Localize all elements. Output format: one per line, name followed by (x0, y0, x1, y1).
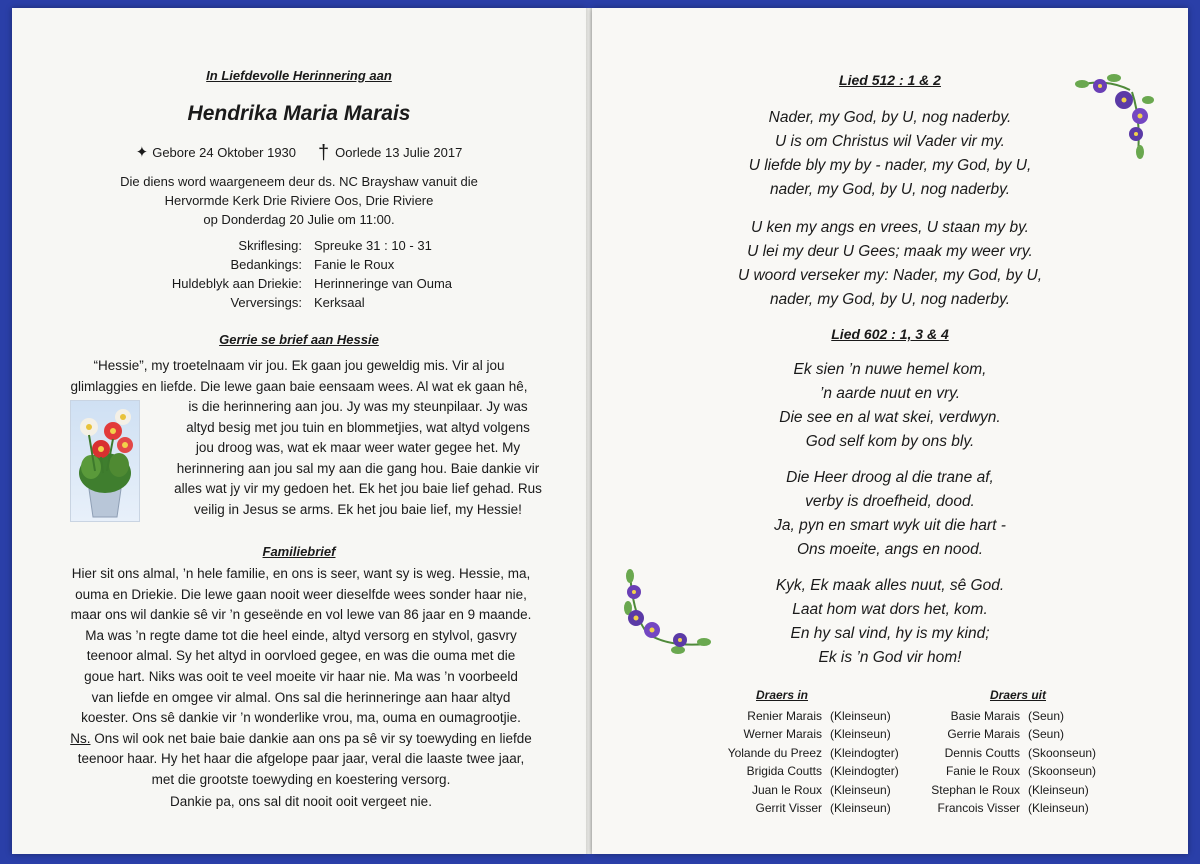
bearer-row (908, 781, 1128, 800)
bearer-name: Gerrit Visser (755, 801, 822, 815)
died-date: Oorlede 13 Julie 2017 (335, 145, 463, 160)
right-page (592, 8, 1188, 854)
letter-line: teenoor haar. Hy het haar die afgelope paar jaar, veral die laaste twee jaar, (77, 751, 525, 767)
letter-line: is die herinnering aan jou. Jy was my steunpilaar. Jy was (188, 399, 528, 414)
bearer-name: Brigida Coutts (746, 764, 822, 778)
bearer-relation: (Kleinseun) (1028, 782, 1089, 797)
gerrie-letter-body (148, 397, 568, 521)
verse-line: U woord verseker my: Nader, my God, by U, (737, 267, 1043, 284)
verse-line: Nader, my God, by U, nog naderby. (768, 109, 1012, 126)
bearer-row (652, 725, 912, 744)
cross-icon: † (318, 142, 330, 164)
bearer-relation: (Kleinseun) (830, 708, 891, 723)
letter-line: jou droog was, wat ek maar weer water gegee het. My (195, 440, 521, 456)
deceased-name: Hendrika Maria Marais (187, 102, 411, 125)
letter-line: herinnering aan jou sal my aan die gang hou. Baie dankie vir (176, 460, 540, 476)
bearer-name: Juan le Roux (751, 782, 822, 797)
service-line: op Donderdag 20 Julie om 11:00. (203, 212, 395, 227)
bearer-row (652, 799, 912, 818)
verse-line: Laat hom wat dors het, kom. (792, 601, 988, 618)
verse-line: nader, my God, by U, nog naderby. (769, 291, 1011, 308)
bearer-row (652, 744, 912, 763)
hymn-verse (592, 216, 1188, 312)
verse-line: Kyk, Ek maak alles nuut, sê God. (775, 577, 1005, 594)
hymn-512-title: Lied 512 : 1 & 2 (839, 72, 941, 88)
memory-title: In Liefdevolle Herinnering aan (206, 68, 392, 83)
bearer-name: Werner Marais (743, 727, 822, 741)
bearer-relation: (Seun) (1028, 727, 1065, 741)
service-line: Die diens word waargeneem deur ds. NC Brayshaw vanuit die (120, 174, 478, 189)
bearer-relation: (Seun) (1028, 708, 1065, 723)
bearer-row (908, 762, 1128, 781)
verse-line: U lei my deur U Gees; maak my weer vry. (747, 243, 1033, 260)
letter-text: Ons wil ook net baie baie dankie aan ons pa sê vir sy toewyding en liefde (90, 730, 532, 746)
gerrie-letter-intro (32, 356, 566, 397)
bearer-name: Stephan le Roux (931, 782, 1020, 797)
program-value: Kerksaal (314, 295, 365, 310)
family-letter-title: Familiebrief (262, 544, 336, 559)
letter-line: Ma was ’n regte dame tot die heel einde, altyd versorg en stylvol, gasvry (85, 627, 517, 643)
program-row (132, 293, 452, 312)
hymn-verse (592, 466, 1188, 562)
letter-line: “Hessie”, my troetelnaam vir jou. Ek gaan jou geweldig mis. Vir al jou (93, 358, 505, 373)
program-label: Bedankings: (230, 257, 302, 272)
letter-line: van liefde en omgee vir almal. Ons sal die herinneringe aan haar altyd (91, 689, 511, 705)
born-date: Gebore 24 Oktober 1930 (152, 145, 297, 160)
bearers-in-list (652, 686, 912, 818)
ns-abbrev: Ns. (70, 730, 91, 746)
verse-line: U is om Christus wil Vader vir my. (775, 133, 1005, 150)
bearer-name: Fanie le Roux (945, 764, 1020, 778)
bearer-row (652, 707, 912, 726)
life-dates (12, 140, 586, 163)
bearers-out-list (908, 686, 1128, 818)
letter-line: glimlaggies en liefde. Die lewe gaan baie eensaam wees. Al wat ek gaan hê, (70, 378, 528, 394)
letter-line (34, 729, 568, 750)
program-value: Fanie le Roux (314, 257, 395, 272)
bearer-relation: (Skoonseun) (1028, 745, 1097, 760)
flowerpot-image (70, 400, 140, 522)
letter-line: goue hart. Niks was ooit te veel moeite vir haar nie. Ma was ’n voorbeeld (84, 668, 518, 684)
service-details (12, 172, 586, 229)
program-row (132, 274, 452, 293)
flowerpot-icon (71, 401, 139, 521)
verse-line: God self kom by ons bly. (805, 433, 975, 450)
program-label: Verversings: (230, 295, 302, 310)
letter-line: teenoor almal. Sy het altyd in oorvloed gegee, en was die ouma met die (86, 648, 516, 664)
verse-line: Die Heer droog al die trane af, (786, 469, 994, 486)
letter-line: Hier sit ons almal, ’n hele familie, en ons is seer, want sy is weg. Hessie, ma, (71, 566, 531, 581)
program-value: Spreuke 31 : 10 - 31 (314, 238, 432, 253)
letter-line: alles wat jy vir my gedoen het. Ek het jou baie lief gehad. Rus (174, 481, 542, 497)
left-page (12, 8, 586, 854)
program-row (132, 255, 452, 274)
bearer-relation: (Kleindogter) (830, 745, 899, 760)
verse-line: Ons moeite, angs en nood. (796, 541, 984, 558)
bearer-relation: (Kleinseun) (830, 782, 891, 797)
bearer-relation: (Kleinseun) (830, 801, 891, 815)
bearer-relation: (Kleindogter) (830, 764, 899, 778)
verse-line: verby is droefheid, dood. (805, 493, 975, 510)
verse-line: U ken my angs en vrees, U staan my by. (751, 219, 1029, 236)
letter-line: koester. Ons sê dankie vir ’n wonderlike vrou, ma, ouma en oumagrootjie. (81, 710, 521, 726)
bearer-name: Dennis Coutts (944, 745, 1020, 760)
letter-line: altyd besig met jou tuin en blommetjies, wat altyd volgens (186, 419, 530, 435)
letter-line: veilig in Jesus se arms. Ek het jou baie lief, my Hessie! (194, 501, 522, 517)
bearer-name: Renier Marais (747, 708, 822, 723)
letter-line: ouma en Driekie. Die lewe gaan nooit weer dieselfde wees sonder haar nie, (75, 586, 527, 602)
violet-flowers-icon (618, 568, 712, 658)
program-label: Huldeblyk aan Driekie: (171, 276, 302, 291)
bearer-name: Gerrie Marais (947, 727, 1020, 741)
program-label: Skriflesing: (238, 238, 302, 253)
hymn-verse (592, 358, 1188, 454)
program-row (132, 236, 452, 255)
program-value: Herinneringe van Ouma (314, 276, 453, 291)
bearer-row (652, 762, 912, 781)
verse-line: U liefde bly my by - nader, my God, by U, (748, 157, 1032, 174)
star-icon: ✦ (135, 144, 149, 161)
closing-line: Dankie pa, ons sal dit nooit ooit vergeet nie. (170, 794, 432, 809)
verse-line: ’n aarde nuut en vry. (819, 385, 961, 402)
bearer-name: Yolande du Preez (727, 745, 822, 760)
bearer-relation: (Skoonseun) (1028, 764, 1097, 778)
verse-line: Ja, pyn en smart wyk uit die hart - (774, 517, 1006, 534)
letter-line: met die grootste toewyding en koestering versorg. (151, 771, 451, 787)
bearers-in-title: Draers in (755, 688, 809, 702)
gerrie-letter-title: Gerrie se brief aan Hessie (219, 332, 379, 347)
bearer-row (908, 744, 1128, 763)
bearer-name: Basie Marais (950, 708, 1020, 723)
bearer-relation: (Kleinseun) (830, 727, 891, 741)
bearer-row (908, 707, 1128, 726)
service-line: Hervormde Kerk Drie Riviere Oos, Drie Riviere (164, 193, 434, 208)
bearer-row (652, 781, 912, 800)
bearer-row (908, 799, 1128, 818)
hymn-602-title: Lied 602 : 1, 3 & 4 (831, 326, 949, 342)
bearer-relation: (Kleinseun) (1028, 801, 1089, 815)
letter-line: maar ons wil dankie sê vir ’n geseënde en vol lewe van 86 jaar en 9 maande. (70, 607, 532, 623)
verse-line: Ek is ’n God vir hom! (818, 649, 962, 666)
verse-line: nader, my God, by U, nog naderby. (769, 181, 1011, 198)
service-program (132, 236, 452, 312)
bearers-out-title: Draers uit (989, 688, 1047, 702)
bearer-row (908, 725, 1128, 744)
verse-line: En hy sal vind, hy is my kind; (790, 625, 990, 642)
bearer-name: Francois Visser (937, 801, 1020, 815)
verse-line: Ek sien ’n nuwe hemel kom, (793, 361, 987, 378)
family-letter-body (34, 564, 568, 791)
violet-flowers-icon (1074, 70, 1164, 162)
verse-line: Die see en al wat skei, verdwyn. (779, 409, 1001, 426)
